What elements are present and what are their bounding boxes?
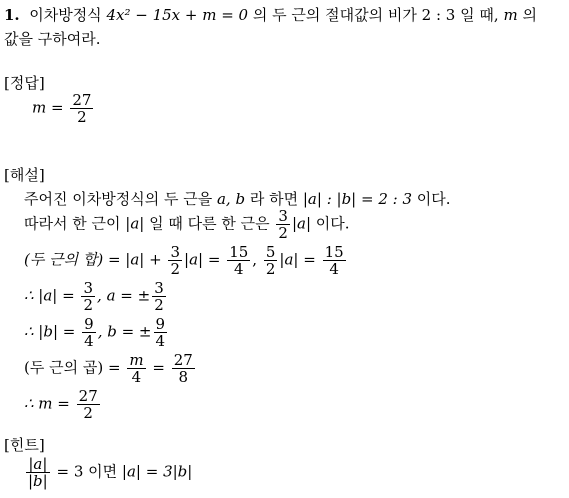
problem-text: 의 — [522, 6, 537, 24]
problem-text: 의 두 근의 절대값의 비가 — [252, 6, 417, 24]
hint-heading: [힌트] — [4, 436, 45, 454]
solution-line-5: ∴ |b| = $\frac{9}{4}$ , b = ± $\frac{9}{4}$ — [24, 315, 166, 350]
problem-text: 일 때, — [460, 6, 499, 24]
solution-line-4: ∴ |a| = $\frac{3}{2}$ , a = ± $\frac{3}{2}$ — [24, 279, 164, 314]
solution-line-2: 따라서 한 근이 |a| 일 때 다른 한 근은 $\frac{3}{2}$ |a| 이다. — [24, 207, 350, 242]
answer-fraction: $\frac{27}{2}$ — [72, 91, 92, 126]
hint-line: $\frac{|a|}{|b|}$ = 3 이면 |a| = 3|b| — [28, 455, 193, 490]
solution-line-3: (두 근의 합) = |a| + $\frac{3}{2}$ |a| = $\frac{15}{4}$ , $\frac{5}{2}$ |a| = $\frac{15}{4}$ — [24, 243, 344, 278]
answer-lhs: m = — [32, 98, 64, 117]
problem-line-2 — [4, 30, 100, 48]
problem-line-1 — [4, 6, 537, 24]
solution-heading: [해설] — [4, 166, 45, 184]
answer-heading: [정답] — [4, 74, 45, 92]
answer-equation — [32, 92, 95, 125]
problem-variable: m — [503, 6, 518, 24]
solution-line-6: (두 근의 곱) = $\frac{m}{4}$ = $\frac{27}{8}$ — [24, 351, 193, 386]
problem-text: 이차방정식 — [29, 6, 102, 24]
solution-line-1: 주어진 이차방정식의 두 근을 a, b 라 하면 |a| : |b| = 2 : 3 이다. — [24, 190, 451, 208]
solution-line-7: ∴ m = $\frac{27}{2}$ — [24, 387, 98, 422]
problem-text: 값을 구하여라. — [4, 30, 101, 48]
problem-ratio: 2 : 3 — [421, 6, 456, 24]
problem-number: 1. — [4, 6, 20, 24]
problem-equation: 4x² − 15x + m = 0 — [106, 6, 249, 24]
